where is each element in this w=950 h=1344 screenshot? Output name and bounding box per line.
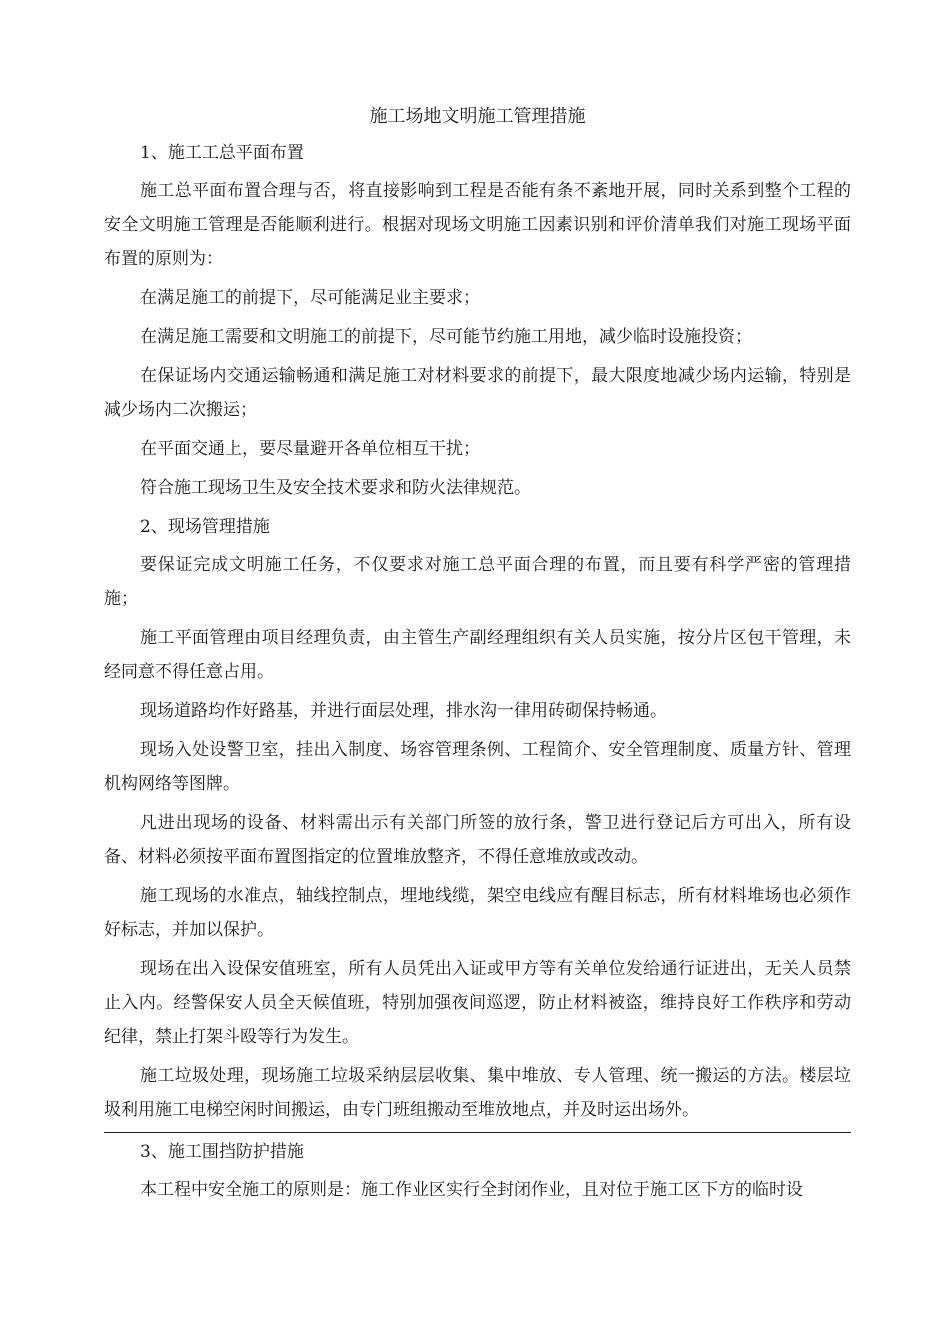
section-2-paragraph: 现场入处设警卫室，挂出入制度、场容管理条例、工程简介、安全管理制度、质量方针、管理机构网络等图牌。: [104, 740, 851, 794]
section-2-paragraph: 施工垃圾处理，现场施工垃圾采纳层层收集、集中堆放、专人管理、统一搬运的方法。楼层垃圾利用施工电梯空闲时间搬运，由专门班组搬动至堆放地点，并及时运出场外。: [104, 1066, 851, 1120]
section-1-paragraph: 施工总平面布置合理与否，将直接影响到工程是否能有条不紊地开展，同时关系到整个工程的安全文明施工管理是否能顺利进行。根据对现场文明施工因素识别和评价清单我们对施工现场平面布置的原则为：: [104, 181, 851, 269]
section-1-heading: 1、施工工总平面布置: [140, 143, 304, 163]
document-body: [104, 100, 851, 1212]
section-2-paragraph: 凡进出现场的设备、材料需出示有关部门所签的放行条，警卫进行登记后方可出入，所有设备、材料必须按平面布置图指定的位置堆放整齐，不得任意堆放或改动。: [104, 813, 851, 867]
section-1-paragraph: 在保证场内交通运输畅通和满足施工对材料要求的前提下，最大限度地减少场内运输，特别是减少场内二次搬运；: [104, 366, 851, 420]
section-2-paragraph: 要保证完成文明施工任务，不仅要求对施工总平面合理的布置，而且要有科学严密的管理措施；: [104, 555, 851, 609]
section-2-paragraph: 施工平面管理由项目经理负责，由主管生产副经理组织有关人员实施，按分片区包干管理，未经同意不得任意占用。: [104, 628, 851, 682]
section-1-paragraph: 在满足施工的前提下，尽可能满足业主要求；: [140, 288, 480, 308]
section-2-heading: 2、现场管理措施: [140, 517, 270, 537]
section-1-paragraph: 符合施工现场卫生及安全技术要求和防火法律规范。: [140, 478, 531, 498]
section-2-paragraph: 施工现场的水准点，轴线控制点，埋地线缆，架空电线应有醒目标志，所有材料堆场也必须作好标志，并加以保护。: [104, 886, 851, 940]
horizontal-rule: [104, 1132, 851, 1133]
section-1-paragraph: 在平面交通上，要尽量避开各单位相互干扰；: [140, 439, 480, 459]
section-3-heading: 3、施工围挡防护措施: [140, 1142, 304, 1162]
section-2-paragraph: 现场道路均作好路基，并进行面层处理，排水沟一律用砖砌保持畅通。: [140, 701, 667, 721]
section-1-paragraph: 在满足施工需要和文明施工的前提下，尽可能节约施工用地，减少临时设施投资；: [140, 327, 752, 347]
document-title: 施工场地文明施工管理措施: [369, 106, 586, 127]
section-2-paragraph: 现场在出入设保安值班室，所有人员凭出入证或甲方等有关单位发给通行证进出，无关人员禁止入内。经警保安人员全天候值班，特别加强夜间巡逻，防止材料被盗，维持良好工作秩序和劳动纪律，禁止打架斗殴等行为发生。: [104, 959, 851, 1047]
section-3-paragraph: 本工程中安全施工的原则是：施工作业区实行全封闭作业，且对位于施工区下方的临时设: [140, 1180, 803, 1200]
